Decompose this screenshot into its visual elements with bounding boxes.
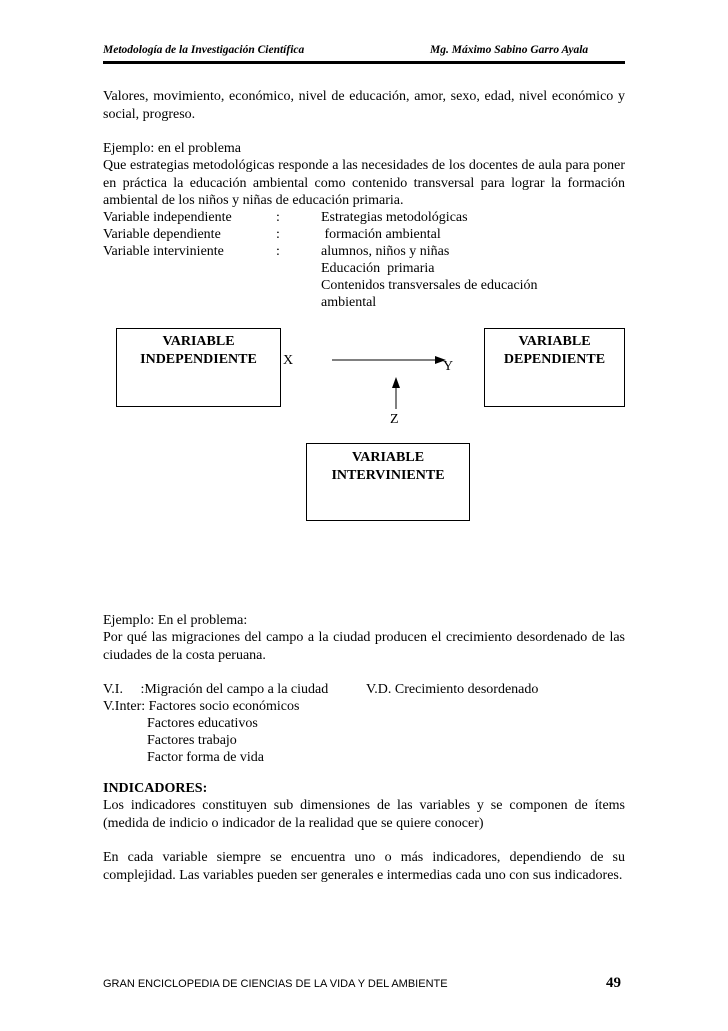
indicadores-paragraph-1: Los indicadores constituyen sub dimensiones de las variables y se componen de ítems (medida de indicio o indicador de la realidad que se quiere conocer)	[103, 798, 625, 831]
page-number: 49	[606, 975, 621, 991]
box-dependent-line1: VARIABLE	[518, 334, 591, 349]
example2-title: Ejemplo: En el problema:	[103, 613, 248, 628]
example2-vi: V.I. :Migración del campo a la ciudad	[103, 682, 329, 697]
box-dependent-line2: DEPENDIENTE	[503, 352, 606, 367]
indicadores-heading: INDICADORES:	[103, 781, 208, 796]
var-value-independent: Estrategias metodológicas	[321, 210, 468, 225]
indicadores-paragraph-2: En cada variable siempre se encuentra uno o más indicadores, dependiendo de su complejidad. Las variables pueden ser generales e intermedias cada uno con sus indicadores.	[103, 850, 625, 883]
arrow-z-up	[392, 377, 400, 409]
label-y: Y	[443, 359, 454, 374]
var-extra-line: ambiental	[321, 295, 377, 310]
label-z: Z	[390, 412, 399, 427]
intro-paragraph: Valores, movimiento, económico, nivel de educación, amor, sexo, edad, nivel económico y social, progreso.	[103, 89, 625, 122]
var-value-intervening: alumnos, niños y niñas	[321, 244, 450, 259]
example2-vd: V.D. Crecimiento desordenado	[366, 682, 539, 697]
arrow-x-to-y	[332, 356, 446, 364]
var-sep: :	[276, 210, 280, 225]
var-value-dependent: formación ambiental	[321, 227, 441, 242]
var-extra-line: Contenidos transversales de educación	[321, 278, 538, 293]
var-label-intervening: Variable interviniente	[103, 244, 224, 259]
var-sep: :	[276, 227, 280, 242]
example2-vinter: V.Inter: Factores socio económicos	[103, 699, 300, 714]
example1-title: Ejemplo: en el problema	[103, 141, 242, 156]
box-independent-line1: VARIABLE	[162, 334, 235, 349]
box-intervening-line1: VARIABLE	[351, 450, 425, 465]
running-header-title: Metodología de la Investigación Científica	[103, 44, 305, 56]
var-extra-line: Educación primaria	[321, 261, 435, 276]
example2-factor: Factores educativos	[147, 716, 258, 731]
label-x: X	[283, 353, 294, 368]
var-sep: :	[276, 244, 280, 259]
running-header-author: Mg. Máximo Sabino Garro Ayala	[430, 44, 589, 56]
example2-factor: Factor forma de vida	[147, 750, 265, 765]
box-independent-line2: INDEPENDIENTE	[140, 352, 257, 367]
box-intervening-line2: INTERVINIENTE	[331, 468, 445, 483]
var-label-independent: Variable independiente	[103, 210, 232, 225]
example1-text: Que estrategias metodológicas responde a las necesidades de los docentes de aula para poner en práctica la educación ambiental como contenido transversal para lograr la formación ambiental de los niños y niñas de educación primaria.	[103, 158, 625, 208]
var-label-dependent: Variable dependiente	[103, 227, 221, 242]
example2-factor: Factores trabajo	[147, 733, 237, 748]
footer-text: GRAN ENCICLOPEDIA DE CIENCIAS DE LA VIDA Y DEL AMBIENTE	[103, 978, 448, 990]
example2-text: Por qué las migraciones del campo a la ciudad producen el crecimiento desordenado de las ciudades de la costa peruana.	[103, 630, 625, 663]
